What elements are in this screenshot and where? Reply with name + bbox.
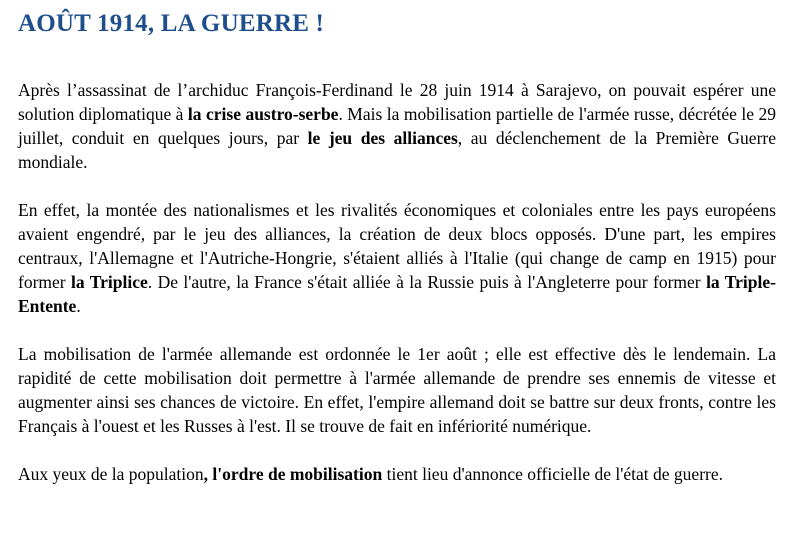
bold-triple-entente: la Triple-Entente bbox=[18, 272, 776, 316]
paragraph-3 bbox=[18, 342, 776, 438]
paragraph-4-text-b: tient lieu d'annonce officielle de l'état de guerre. bbox=[382, 464, 723, 484]
bold-ordre-de-mobilisation: , l'ordre de mobilisation bbox=[203, 464, 383, 484]
paragraph-3-text: La mobilisation de l'armée allemande est ordonnée le 1er août ; elle est effective dès le lendemain. La rapidité de cette mobilisation doit permettre à l'armée allemande de prendre ses ennemis de vitesse et augmenter ainsi ses chances de victoire. En effet, l'empire allemand doit se battre sur deux fronts, contre les Français à l'ouest et les Russes à l'est. Il se trouve de fait en infériorité numérique. bbox=[18, 344, 776, 436]
paragraph-1 bbox=[18, 78, 776, 174]
paragraph-1-text-b: . Mais la mobilisation partielle de l'armée russe, décrétée le 29 juillet, conduit en quelques jours, par bbox=[18, 104, 776, 148]
paragraph-1-text-a: Après l’assassinat de l’archiduc François-Ferdinand le 28 juin 1914 à Sarajevo, on pouvait espérer une solution diplomatique à bbox=[18, 80, 776, 124]
paragraph-4-text-a: Aux yeux de la population bbox=[18, 464, 204, 484]
paragraph-2-text-a: En effet, la montée des nationalismes et les rivalités économiques et coloniales entre les pays européens avaient engendré, par le jeu des alliances, la création de deux blocs opposés. D'une part, les empires centraux, l'Allemagne et l'Autriche-Hongrie, s'étaient alliés à l'Italie (qui change de camp en 1915) pour former bbox=[18, 200, 776, 292]
document-page bbox=[18, 0, 776, 486]
paragraph-2-text-b: . De l'autre, la France s'était alliée à la Russie puis à l'Angleterre pour former bbox=[147, 272, 707, 292]
paragraph-2-text-c: . bbox=[76, 296, 81, 316]
paragraph-2 bbox=[18, 198, 776, 318]
bold-crise-austro-serbe: la crise austro-serbe bbox=[187, 104, 339, 124]
page-title: AOÛT 1914, LA GUERRE ! bbox=[18, 10, 325, 37]
bold-jeu-des-alliances: le jeu des alliances bbox=[307, 128, 458, 148]
paragraph-4 bbox=[18, 462, 776, 486]
bold-triplice: la Triplice bbox=[71, 272, 148, 292]
paragraph-1-text-c: , au déclenchement de la Première Guerre mondiale. bbox=[18, 128, 776, 172]
